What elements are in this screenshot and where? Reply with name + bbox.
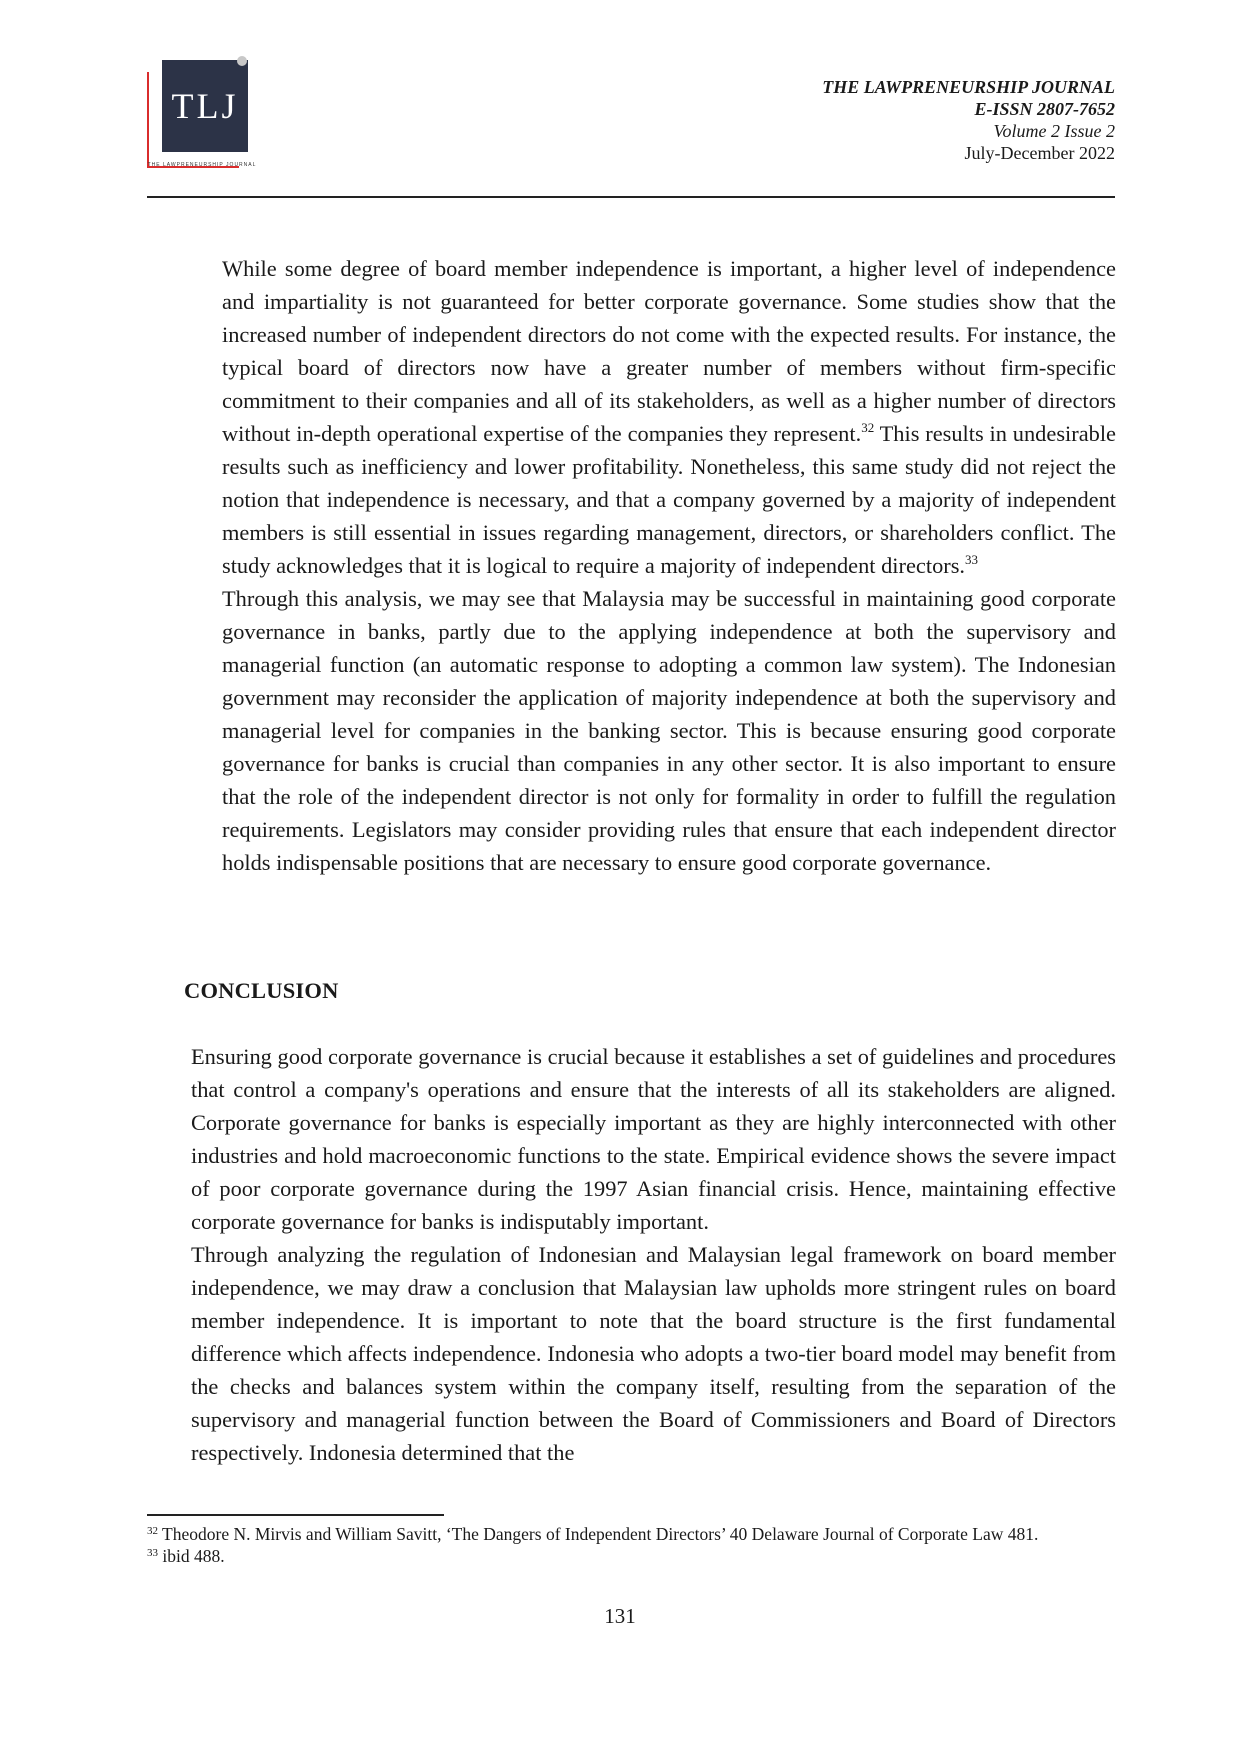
paragraph: Through analyzing the regulation of Indonesian and Malaysian legal framework on board member independence, we may draw a conclusion that Malaysian law upholds more stringent rules on board member independence. It is important to note that the board structure is the first fundamental difference which affects independence. Indonesia who adopts a two-tier board model may benefit from the checks and balances system within the company itself, resulting from the separation of the supervisory and managerial function between the Board of Commissioners and Board of Directors respectively. Indonesia determined that the xyxy=(191,1242,1116,1465)
logo-caption: THE LAWPRENEURSHIP JOURNAL xyxy=(147,162,257,168)
logo-text: TLJ xyxy=(171,86,239,126)
journal-info xyxy=(822,76,1115,164)
footnote-text: Theodore N. Mirvis and William Savitt, ‘The Dangers of Independent Directors’ 40 Delaware Journal of Corporate Law 481. xyxy=(158,1524,1039,1544)
footnote-ref-33[interactable]: 33 xyxy=(965,552,979,567)
journal-volume: Volume 2 Issue 2 xyxy=(993,121,1115,141)
footnote-ref-32[interactable]: 32 xyxy=(861,420,875,435)
conclusion-body xyxy=(191,1040,1116,1469)
paragraph: Through this analysis, we may see that Malaysia may be successful in maintaining good corporate governance in banks, partly due to the applying independence at both the supervisory and managerial function (an automatic response to adopting a common law system). The Indonesian government may reconsider the application of majority independence at both the supervisory and managerial level for companies in the banking sector. This is because ensuring good corporate governance for banks is crucial than companies in any other sector. It is also important to ensure that the role of the independent director is not only for formality in order to fulfill the regulation requirements. Legislators may consider providing rules that ensure that each independent director holds indispensable positions that are necessary to ensure good corporate governance. xyxy=(222,586,1116,875)
footnote-number: 32 xyxy=(147,1525,158,1537)
footnote-number: 33 xyxy=(147,1547,158,1559)
logo-dot xyxy=(237,56,247,66)
paragraph xyxy=(222,252,1116,582)
section-body xyxy=(222,252,1116,879)
logo-mark xyxy=(162,60,248,152)
paragraph-text: While some degree of board member independence is important, a higher level of independence and impartiality is not guaranteed for better corporate governance. Some studies show that the increased number of independent directors do not come with the expected results. For instance, the typical board of directors now have a greater number of members without firm-specific commitment to their companies and all of its stakeholders, as well as a higher number of directors without in-depth operational expertise of the companies they represent. xyxy=(222,256,1116,446)
journal-logo xyxy=(147,60,257,178)
paragraph-text: This results in undesirable results such as inefficiency and lower profitability. Nonetheless, this same study did not reject the notion that independence is necessary, and that a company governed by a majority of independent members is still essential in issues regarding management, directors, or shareholders conflict. The study acknowledges that it is logical to require a majority of independent directors. xyxy=(222,421,1116,578)
paragraph: Ensuring good corporate governance is crucial because it establishes a set of guidelines and procedures that control a company's operations and ensure that the interests of all its stakeholders are aligned. Corporate governance for banks is especially important as they are highly interconnected with other industries and hold macroeconomic functions to the state. Empirical evidence shows the severe impact of poor corporate governance during the 1997 Asian financial crisis. Hence, maintaining effective corporate governance for banks is indisputably important. xyxy=(191,1044,1116,1234)
journal-period: July-December 2022 xyxy=(964,143,1115,163)
header-divider xyxy=(147,196,1115,198)
footnote-text: ibid 488. xyxy=(158,1546,225,1566)
page-number: 131 xyxy=(604,1604,636,1628)
footnote-divider xyxy=(147,1514,444,1516)
journal-issn: E-ISSN 2807-7652 xyxy=(974,99,1115,119)
footnote xyxy=(147,1523,1115,1545)
footnote xyxy=(147,1545,1115,1567)
footnotes xyxy=(147,1523,1115,1567)
conclusion-heading: CONCLUSION xyxy=(184,978,339,1003)
journal-title: THE LAWPRENEURSHIP JOURNAL xyxy=(822,77,1115,97)
